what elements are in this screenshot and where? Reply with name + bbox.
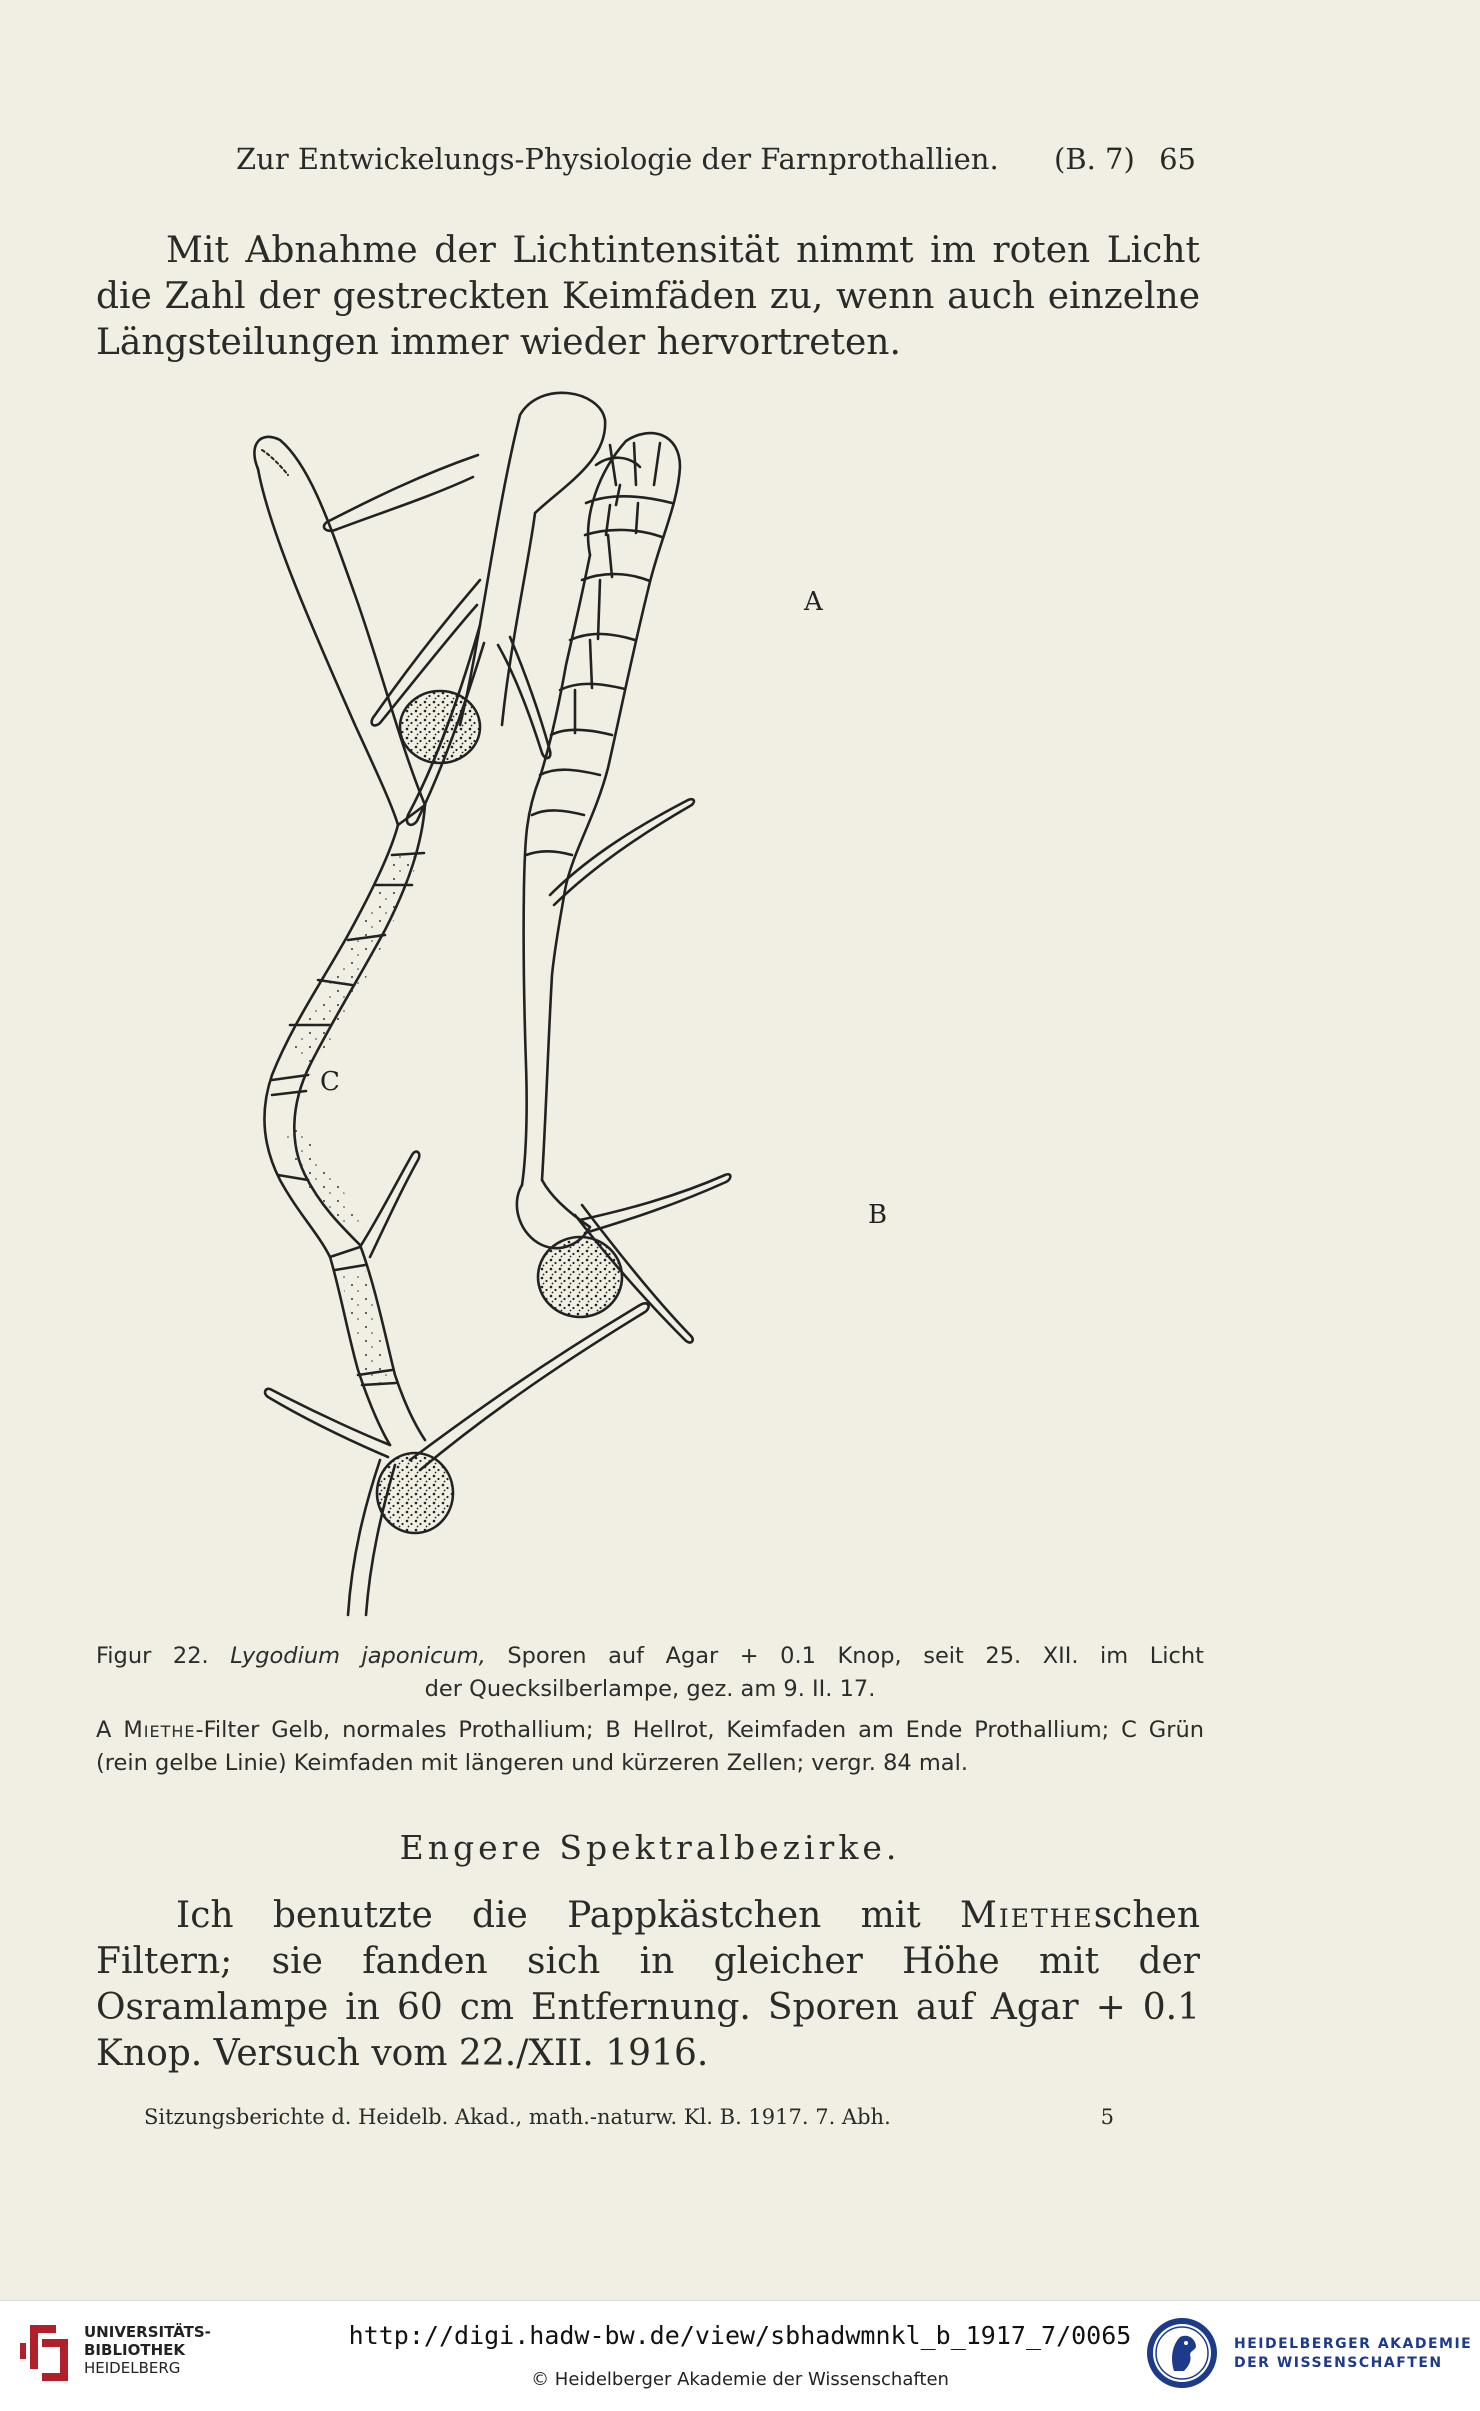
copyright-notice: © Heidelberger Akademie der Wissenschaften: [531, 2369, 949, 2390]
hadw-name: [1234, 2335, 1472, 2373]
caption-filter-name: Miethe: [123, 1717, 196, 1743]
caption-line-1: [96, 1640, 1204, 1673]
hadw-name-line-2: DER WISSENSCHAFTEN: [1234, 2355, 1443, 2371]
ub-name-line-2: BIBLIOTHEK: [84, 2341, 185, 2359]
caption-legend-text: -Filter Gelb, normales Prothallium; B Hellrot, Keimfaden am Ende Prothallium; C Grün (rein gelbe Linie) Keimfaden mit längeren und kürzeren Zellen; vergr. 84 mal.: [96, 1717, 1205, 1776]
figure-label-a: A: [804, 587, 823, 617]
caption-figure-number: Figur 22.: [96, 1643, 209, 1669]
bottom-bar: [0, 2300, 1480, 2411]
page-footer: [144, 2105, 1114, 2129]
paragraph-2: [96, 1893, 1200, 2077]
caption-legend-a: A: [96, 1717, 112, 1743]
footer-citation: Sitzungsberichte d. Heidelb. Akad., math.-naturw. Kl. B. 1917. 7. Abh.: [144, 2105, 891, 2129]
paragraph-2-rest: schen Filtern; sie fanden sich in gleicher Höhe mit der Osramlampe in 60 cm Entfernung. Sporen auf Agar + 0.1 Knop. Versuch vom 22./XII. 1916.: [96, 1895, 1200, 2074]
caption-line-1-rest: Sporen auf Agar + 0.1 Knop, seit 25. XII. im Licht: [507, 1643, 1204, 1669]
paragraph-1: Mit Abnahme der Lichtintensität nimmt im roten Licht die Zahl der gestreckten Keimfäden zu, wenn auch einzelne Längsteilungen immer wieder hervortreten.: [96, 230, 1200, 363]
prothallium-a-drawing: [324, 393, 605, 825]
prothallium-b-drawing: [517, 433, 731, 1342]
paragraph-2-start: Ich benutzte die Pappkästchen mit: [176, 1895, 921, 1936]
hadw-seal-icon[interactable]: [1144, 2315, 1220, 2391]
caption-species: Lygodium japonicum,: [230, 1643, 486, 1669]
figure-22-illustration: [180, 385, 1120, 1635]
section-heading: Engere Spektralbezirke.: [399, 1828, 901, 1867]
paragraph-2-name: Miethe: [959, 1895, 1094, 1936]
running-head-title: Zur Entwickelungs-Physiologie der Farnprothallien.: [236, 142, 999, 176]
ub-name-line-3: HEIDELBERG: [84, 2359, 181, 2377]
page-number: 65: [1159, 142, 1196, 176]
caption-legend: [96, 1714, 1204, 1780]
figure-caption: [96, 1640, 1204, 1780]
caption-line-2: der Quecksilberlampe, gez. am 9. II. 17.: [424, 1676, 876, 1702]
hadw-name-line-1: HEIDELBERGER AKADEMIE: [1234, 2336, 1473, 2352]
figure-22-drawing: [180, 385, 1120, 1635]
ub-name-line-1: UNIVERSITÄTS-: [84, 2323, 211, 2341]
permalink-url[interactable]: http://digi.hadw-bw.de/view/sbhadwmnkl_b_1917_7/0065: [348, 2321, 1132, 2350]
figure-label-b: B: [868, 1200, 888, 1230]
figure-label-c: C: [320, 1067, 340, 1097]
running-head-section: (B. 7): [1054, 142, 1135, 176]
footer-signature: 5: [1100, 2105, 1114, 2129]
